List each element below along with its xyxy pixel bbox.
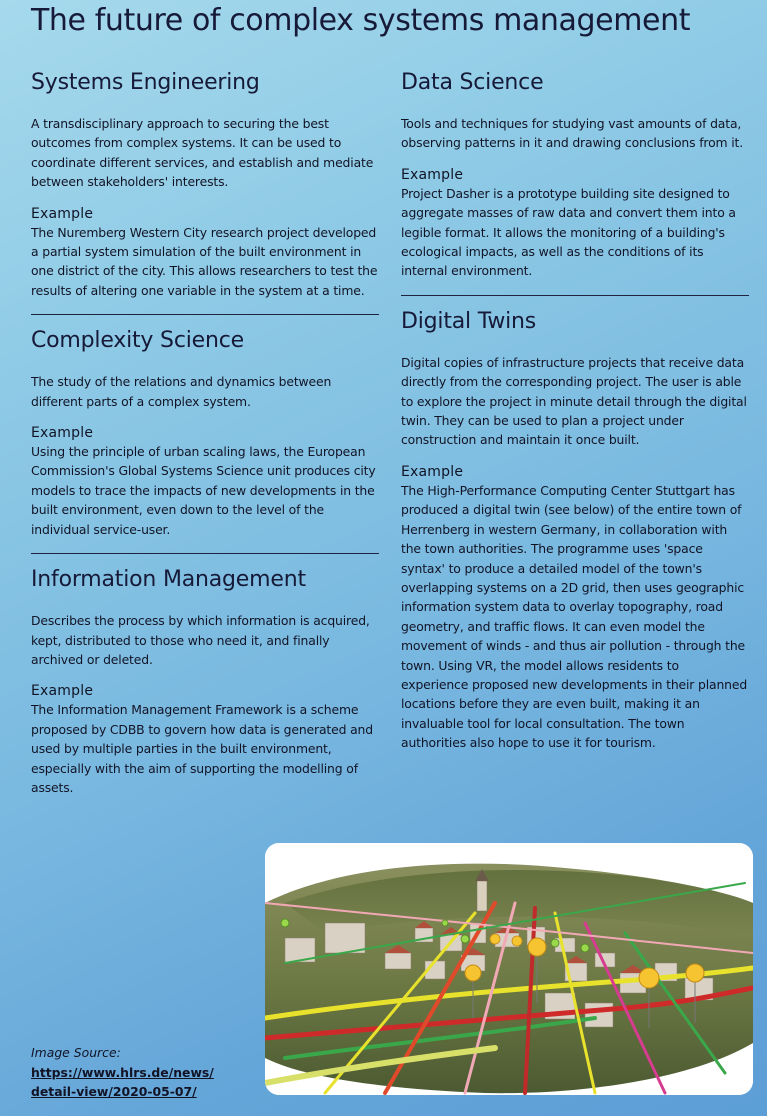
- section-data-science: [401, 70, 749, 281]
- section-heading: Complexity Science: [31, 328, 244, 354]
- example-label: Example: [31, 425, 94, 442]
- digital-twin-town-illustration: [265, 843, 753, 1095]
- example-text: The High-Performance Computing Center Stuttgart has produced a digital twin (see below) of the entire town of Herrenberg in western Germany, in collaboration with the town authorities. The programme uses 'space syntax' to produce a detailed model of the town's overlapping systems on a 2D grid, then uses geographic information system data to overlay topography, road geometry, and traffic flows. It can even model the movement of winds - and thus air pollution - through the town. Using VR, the model allows residents to experience proposed new developments in their planned locations before they are even built, making it an invaluable tool for local consultation. The town authorities also hope to use it for tourism.: [401, 482, 748, 751]
- section-digital-twins: [401, 309, 749, 753]
- section-divider: [401, 295, 749, 296]
- example-label: Example: [31, 683, 94, 700]
- example-label: Example: [401, 463, 464, 480]
- section-heading: Digital Twins: [401, 308, 537, 334]
- example-text: The Nuremberg Western City research project developed a partial system simulation of the built environment in one district of the city. This allows researchers to test the results of altering one variable in the system at a time.: [31, 224, 378, 298]
- image-source-link[interactable]: [31, 1063, 214, 1102]
- section-divider: [31, 314, 379, 315]
- section-description: Describes the process by which information is acquired, kept, distributed to those who need it, and finally archived or deleted.: [31, 613, 370, 667]
- section-complexity-science: [31, 328, 379, 539]
- example-text: Using the principle of urban scaling laws, the European Commission's Global Systems Science unit produces city models to trace the impacts of new developments in the built environment, even down to the level of the individual service-user.: [31, 444, 376, 537]
- image-source-label: Image Source:: [31, 1045, 121, 1060]
- section-divider: [31, 553, 379, 554]
- section-heading: Data Science: [401, 70, 544, 95]
- page-title: The future of complex systems management: [31, 3, 691, 38]
- right-column: [401, 70, 749, 753]
- section-heading: Information Management: [31, 567, 306, 593]
- example-text: The Information Management Framework is a scheme proposed by CDBB to govern how data is generated and used by multiple parties in the built environment, especially with the aim of supporting the modelling of assets.: [31, 702, 373, 795]
- section-description: A transdisciplinary approach to securing the best outcomes from complex systems. It can be used to coordinate different services, and establish and mediate between stakeholders' interests.: [31, 116, 374, 190]
- digital-twin-image: [265, 843, 753, 1095]
- image-source-link-line: detail-view/2020-05-07/: [31, 1084, 197, 1099]
- section-description: The study of the relations and dynamics between different parts of a complex system.: [31, 374, 332, 409]
- example-label: Example: [31, 205, 94, 222]
- section-systems-engineering: [31, 70, 379, 300]
- section-description: Tools and techniques for studying vast amounts of data, observing patterns in it and drawing conclusions from it.: [401, 116, 744, 151]
- left-column: [31, 70, 379, 797]
- section-description: Digital copies of infrastructure projects that receive data directly from the corresponding project. The user is able to explore the project in minute detail through the digital twin. They can be used to plan a project under construction and maintain it once built.: [401, 354, 747, 448]
- section-heading: Systems Engineering: [31, 70, 260, 95]
- section-information-management: [31, 567, 379, 797]
- example-label: Example: [401, 166, 464, 183]
- example-text: Project Dasher is a prototype building site designed to aggregate masses of raw data and convert them into a legible format. It allows the monitoring of a building's ecological impacts, as well as the conditions of its internal environment.: [401, 185, 736, 279]
- image-source-link-line: https://www.hlrs.de/news/: [31, 1064, 214, 1080]
- image-source: [31, 1043, 214, 1102]
